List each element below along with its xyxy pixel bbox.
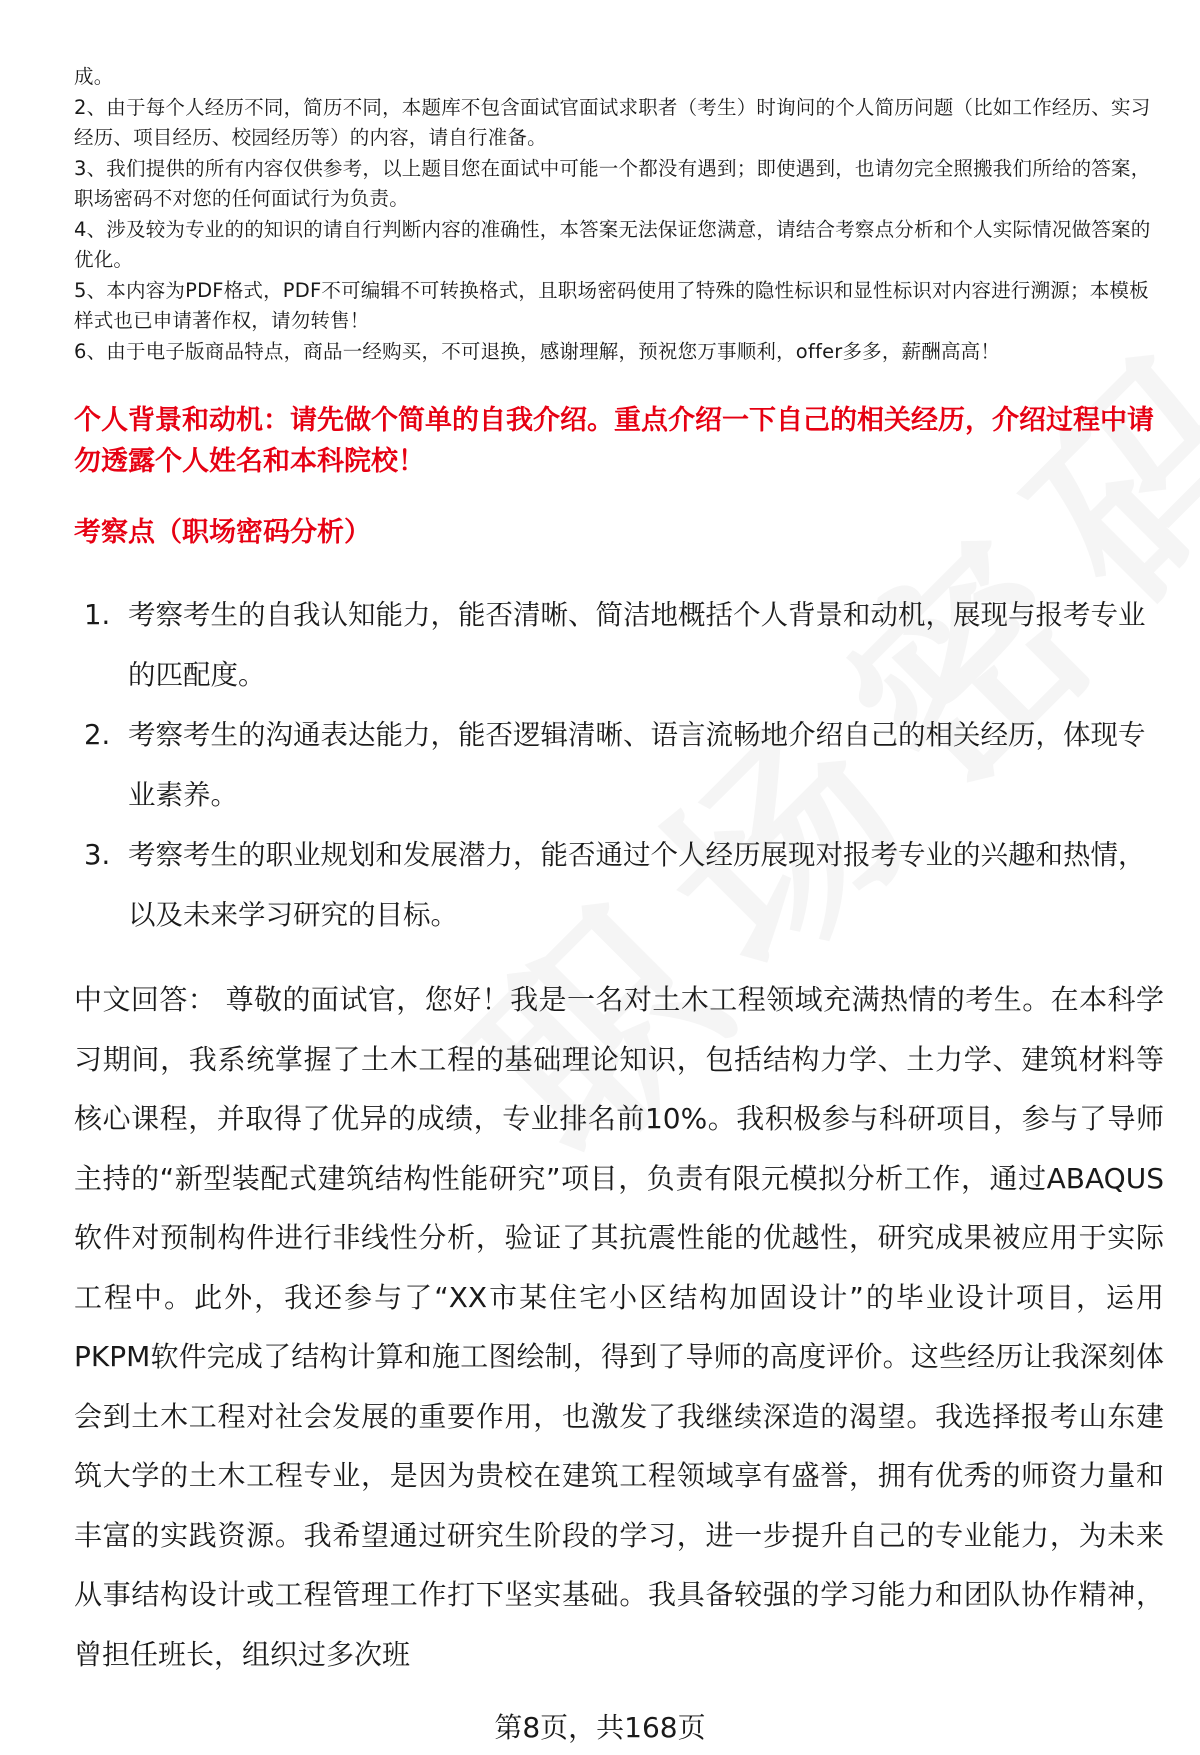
note-line: 6、由于电子版商品特点，商品一经购买，不可退换，感谢理解，预祝您万事顺利，offer多多，薪酬高高！ [74,339,1001,363]
note-line: 2、由于每个人经历不同，简历不同，本题库不包含面试官面试求职者（考生）时询问的个人简历问题（比如工作经历、实习经历、项目经历、校园经历等）的内容，请自行准备。 [74,95,1151,149]
list-number: 1. [84,599,111,631]
note-line: 3、我们提供的所有内容仅供参考，以上题目您在面试中可能一个都没有遇到；即使遇到，也请勿完全照搬我们所给的答案，职场密码不对您的任何面试行为负责。 [74,156,1151,210]
list-item-text: 考察考生的职业规划和发展潜力，能否通过个人经历展现对报考专业的兴趣和热情，以及未来学习研究的目标。 [128,839,1146,931]
answer-paragraph: 中文回答： 尊敬的面试官，您好！我是一名对土木工程领域充满热情的考生。在本科学习期间，我系统掌握了土木工程的基础理论知识，包括结构力学、土力学、建筑材料等核心课程，并取得了优异的成绩，专业排名前10%。我积极参与科研项目，参与了导师主持的“新型装配式建筑结构性能研究”项目，负责有限元模拟分析工作，通过ABAQUS软件对预制构件进行非线性分析，验证了其抗震性能的优越性，研究成果被应用于实际工程中。此外，我还参与了“XX市某住宅小区结构加固设计”的毕业设计项目，运用PKPM软件完成了结构计算和施工图绘制，得到了导师的高度评价。这些经历让我深刻体会到土木工程对社会发展的重要作用，也激发了我继续深造的渴望。我选择报考山东建筑大学的土木工程专业，是因为贵校在建筑工程领域享有盛誉，拥有优秀的师资力量和丰富的实践资源。我希望通过研究生阶段的学习，进一步提升自己的专业能力，为未来从事结构设计或工程管理工作打下坚实基础。我具备较强的学习能力和团队协作精神，曾担任班长，组织过多次班 [74,983,1164,1671]
list-number: 2. [84,719,111,751]
list-item-text: 考察考生的自我认知能力，能否清晰、简洁地概括个人背景和动机，展现与报考专业的匹配度。 [128,599,1146,691]
page-number: 第8页，共168页 [494,1711,706,1744]
assessment-points-list [74,585,1164,945]
list-item [74,585,1164,705]
list-item-text: 考察考生的沟通表达能力，能否逻辑清晰、语言流畅地介绍自己的相关经历，体现专业素养。 [128,719,1146,811]
question-heading: 个人背景和动机：请先做个简单的自我介绍。重点介绍一下自己的相关经历，介绍过程中请勿透露个人姓名和本科院校！ [74,405,1154,477]
section-title: 考察点（职场密码分析） [74,517,371,548]
list-number: 3. [84,839,111,871]
note-line: 4、涉及较为专业的的知识的请自行判断内容的准确性，本答案无法保证您满意，请结合考察点分析和个人实际情况做答案的优化。 [74,217,1151,271]
notes-section [74,62,1164,367]
note-line: 成。 [74,65,114,88]
list-item [74,705,1164,825]
list-item [74,825,1164,945]
note-line: 5、本内容为PDF格式，PDF不可编辑不可转换格式，且职场密码使用了特殊的隐性标识和显性标识对内容进行溯源；本模板样式也已申请著作权，请勿转售！ [74,278,1149,332]
